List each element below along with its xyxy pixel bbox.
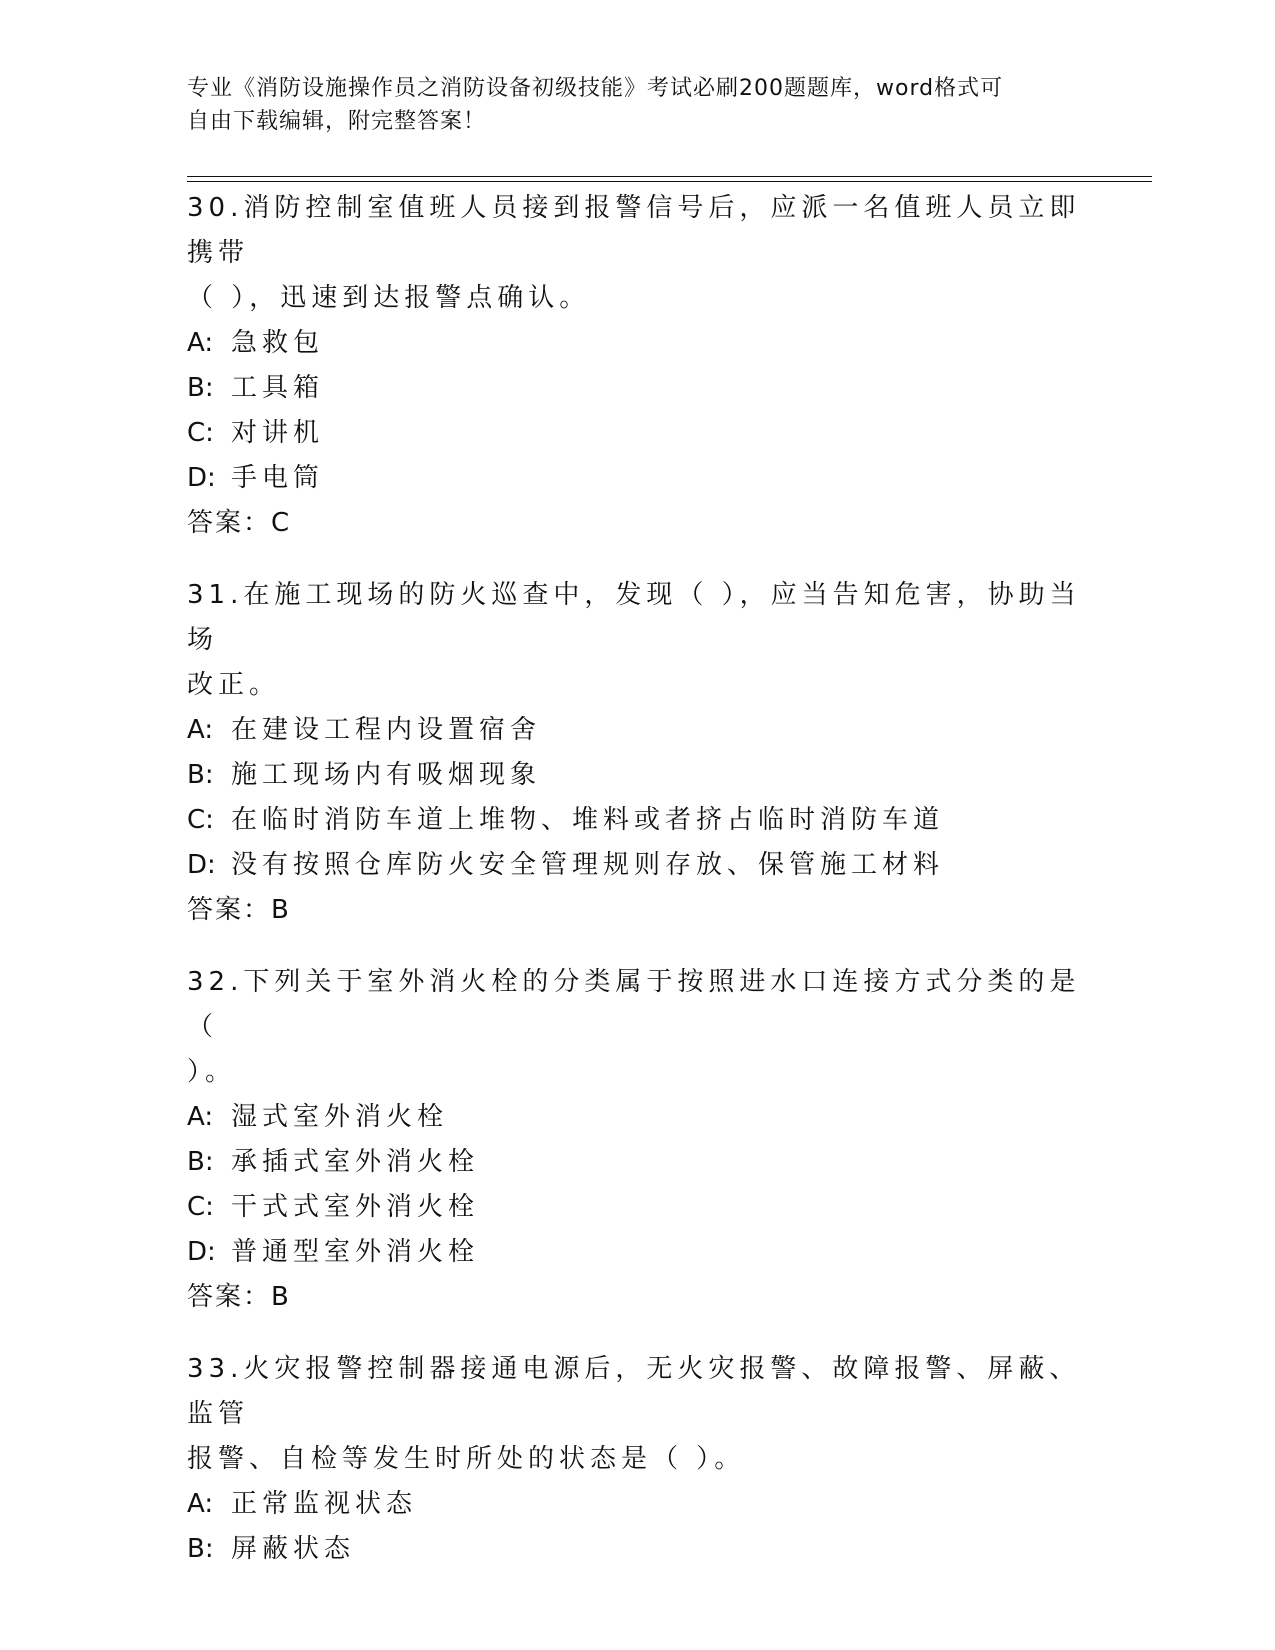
option-letter: B: bbox=[187, 1534, 214, 1564]
option-text: 普通型室外消火栓 bbox=[231, 1237, 480, 1267]
question-text-line: （ ），迅速到达报警点确认。 bbox=[187, 283, 591, 313]
answer-label: 答案：C bbox=[187, 508, 292, 538]
answer-label: 答案：B bbox=[187, 895, 291, 925]
header-divider-top bbox=[187, 176, 1152, 177]
option-b bbox=[187, 753, 1087, 798]
option-text: 对讲机 bbox=[231, 418, 325, 448]
option-text: 施工现场内有吸烟现象 bbox=[231, 760, 542, 790]
option-a bbox=[187, 1095, 1087, 1140]
option-a bbox=[187, 1482, 1087, 1527]
option-text: 湿式室外消火栓 bbox=[231, 1102, 449, 1132]
option-text: 在临时消防车道上堆物、堆料或者挤占临时消防车道 bbox=[231, 805, 945, 835]
question-text-line: 33.火灾报警控制器接通电源后，无火灾报警、故障报警、屏蔽、监管 bbox=[187, 1354, 1081, 1429]
option-text: 承插式室外消火栓 bbox=[231, 1147, 480, 1177]
option-c bbox=[187, 411, 1087, 456]
option-text: 干式式室外消火栓 bbox=[231, 1192, 480, 1222]
option-letter: A: bbox=[187, 1102, 214, 1132]
option-letter: D: bbox=[187, 850, 216, 880]
document-header bbox=[187, 72, 1067, 138]
option-letter: A: bbox=[187, 1489, 214, 1519]
question-30 bbox=[187, 186, 1087, 546]
option-text: 急救包 bbox=[231, 328, 325, 358]
option-d bbox=[187, 456, 1087, 501]
option-letter: B: bbox=[187, 760, 214, 790]
option-text: 工具箱 bbox=[231, 373, 325, 403]
option-letter: C: bbox=[187, 1192, 214, 1222]
option-b bbox=[187, 1140, 1087, 1185]
option-b bbox=[187, 366, 1087, 411]
question-33 bbox=[187, 1347, 1087, 1572]
option-text: 在建设工程内设置宿舍 bbox=[231, 715, 542, 745]
question-text-line: 30.消防控制室值班人员接到报警信号后，应派一名值班人员立即携带 bbox=[187, 193, 1081, 268]
option-letter: B: bbox=[187, 1147, 214, 1177]
header-divider-bottom bbox=[187, 181, 1152, 182]
option-d bbox=[187, 843, 1087, 888]
question-text-line: 改正。 bbox=[187, 670, 281, 700]
option-text: 没有按照仓库防火安全管理规则存放、保管施工材料 bbox=[231, 850, 945, 880]
option-c bbox=[187, 1185, 1087, 1230]
option-letter: B: bbox=[187, 373, 214, 403]
answer-label: 答案：B bbox=[187, 1282, 291, 1312]
question-text-line: 报警、自检等发生时所处的状态是（ ）。 bbox=[187, 1444, 746, 1474]
option-text: 屏蔽状态 bbox=[231, 1534, 356, 1564]
option-a bbox=[187, 708, 1087, 753]
option-c bbox=[187, 798, 1087, 843]
question-text-line: 31.在施工现场的防火巡查中，发现（ ），应当告知危害，协助当场 bbox=[187, 580, 1081, 655]
option-letter: C: bbox=[187, 805, 214, 835]
question-text-line: 32.下列关于室外消火栓的分类属于按照进水口连接方式分类的是（ bbox=[187, 967, 1081, 1042]
option-a bbox=[187, 321, 1087, 366]
question-31 bbox=[187, 573, 1087, 933]
option-letter: C: bbox=[187, 418, 214, 448]
header-line-1: 专业《消防设施操作员之消防设备初级技能》考试必刷200题题库，word格式可 bbox=[187, 76, 1004, 101]
option-d bbox=[187, 1230, 1087, 1275]
header-line-2: 自由下载编辑，附完整答案！ bbox=[187, 109, 487, 134]
question-32 bbox=[187, 960, 1087, 1320]
option-b bbox=[187, 1527, 1087, 1572]
option-text: 正常监视状态 bbox=[231, 1489, 418, 1519]
question-text-line: ）。 bbox=[187, 1057, 237, 1087]
option-text: 手电筒 bbox=[231, 463, 325, 493]
option-letter: D: bbox=[187, 463, 216, 493]
question-list bbox=[187, 186, 1087, 1599]
option-letter: A: bbox=[187, 328, 214, 358]
option-letter: D: bbox=[187, 1237, 216, 1267]
option-letter: A: bbox=[187, 715, 214, 745]
